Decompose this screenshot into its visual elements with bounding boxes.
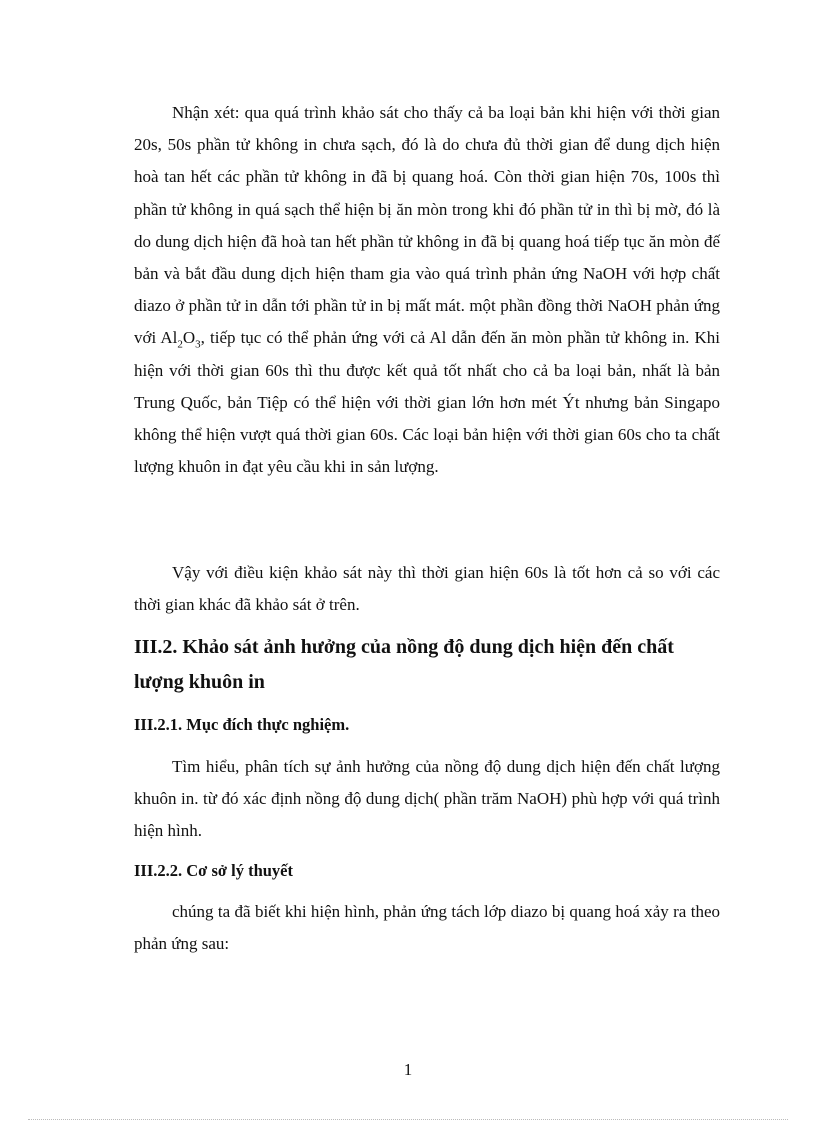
subsection-heading-theory: III.2.2. Cơ sở lý thuyết [134, 861, 293, 880]
subsection-heading-purpose: III.2.1. Mục đích thực nghiệm. [134, 715, 350, 734]
page-bottom-divider [28, 1119, 788, 1120]
paragraph-theory: chúng ta đã biết khi hiện hình, phản ứng tách lớp diazo bị quang hoá xảy ra theo phản ứng sau: [134, 902, 720, 953]
page-number: 1 [403, 1060, 413, 1079]
section-heading: III.2. Khảo sát ảnh hưởng của nồng độ dung dịch hiện đến chất lượng khuôn in [134, 636, 674, 693]
paragraph-conclusion: Vậy với điều kiện khảo sát này thì thời gian hiện 60s là tốt hơn cả so với các thời gian khác đã khảo sát ở trên. [134, 563, 720, 614]
paragraph-purpose: Tìm hiểu, phân tích sự ảnh hưởng của nồng độ dung dịch hiện đến chất lượng khuôn in. từ đó xác định nồng độ dung dịch( phần trăm NaOH) phù hợp với quá trình hiện hình. [134, 757, 720, 840]
paragraph-observation: Nhận xét: qua quá trình khảo sát cho thấy cả ba loại bản khi hiện với thời gian 20s, 50s phần tử không in chưa sạch, đó là do chưa đủ thời gian để dung dịch hiện hoà tan hết các phần tử không in đã bị quang hoá. Còn thời gian hiện 70s, 100s thì phần tử không in quá sạch thể hiện bị ăn mòn trong khi đó phần tử in thì bị mờ, đó là do dung dịch hiện đã hoà tan hết phần tử không in đã bị quang hoá tiếp tục ăn mòn đế bản và bắt đầu dung dịch hiện tham gia vào quá trình phản ứng NaOH với hợp chất diazo ở phần tử in dẫn tới phần tử in bị mất mát. một phần đồng thời NaOH phản ứng với $Al_2O_3$, tiếp tục có thể phản ứng với cả Al dẫn đến ăn mòn phần tử không in. Khi hiện với thời gian 60s thì thu được kết quả tốt nhất cho cả ba loại bản, nhất là bản Trung Quốc, bản Tiệp có thể hiện với thời gian lớn hơn mét Ýt nhưng bản Singapo không thể hiện vượt quá thời gian 60s. Các loại bản hiện với thời gian 60s cho ta chất lượng khuôn in đạt yêu cầu khi in sản lượng. [134, 103, 721, 477]
